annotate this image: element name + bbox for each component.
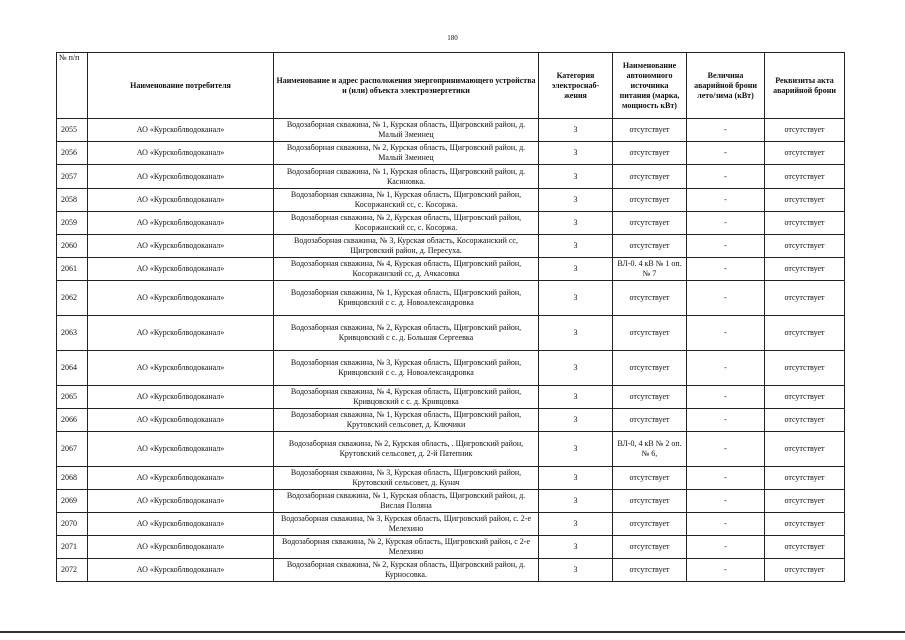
row-act-details: отсутствует xyxy=(765,490,845,513)
table-header-row xyxy=(57,53,845,119)
row-address: Водозаборная скважина, № 2, Курская область, Щигровский район, д. Малый Змеинец xyxy=(274,142,539,165)
row-emergency-reserve: - xyxy=(687,559,765,582)
row-category: 3 xyxy=(539,258,613,281)
row-consumer: АО «Курскоблводоканал» xyxy=(88,281,274,316)
row-address: Водозаборная скважина, № 1, Курская область, Щигровский район, д. Касиновка. xyxy=(274,165,539,189)
row-address: Водозаборная скважина, № 4, Курская область, Щигровский район, Кривцовский с с. д. Кривцовка xyxy=(274,386,539,409)
table-row xyxy=(57,258,845,281)
row-power-source: отсутствует xyxy=(613,189,687,212)
row-category: 3 xyxy=(539,432,613,467)
row-address: Водозаборная скважина, № 2, Курская область, Щигровский район, Косоржанский сс, с. Косоржа. xyxy=(274,212,539,235)
row-consumer: АО «Курскоблводоканал» xyxy=(88,165,274,189)
table-row xyxy=(57,119,845,142)
row-category: 3 xyxy=(539,351,613,386)
table-row xyxy=(57,513,845,536)
table-row xyxy=(57,212,845,235)
page-number: 180 xyxy=(447,34,458,42)
row-number: 2060 xyxy=(57,235,88,258)
row-act-details: отсутствует xyxy=(765,467,845,490)
row-address: Водозаборная скважина, № 2, Курская область, Щигровский район, с 2-е Мелехино xyxy=(274,536,539,559)
row-address: Водозаборная скважина, № 1, Курская область, Щигровский район, Косоржанский сс, с. Косоржа. xyxy=(274,189,539,212)
row-consumer: АО «Курскоблводоканал» xyxy=(88,258,274,281)
row-category: 3 xyxy=(539,142,613,165)
row-consumer: АО «Курскоблводоканал» xyxy=(88,513,274,536)
row-emergency-reserve: - xyxy=(687,467,765,490)
row-act-details: отсутствует xyxy=(765,119,845,142)
row-emergency-reserve: - xyxy=(687,189,765,212)
row-number: 2068 xyxy=(57,467,88,490)
row-emergency-reserve: - xyxy=(687,351,765,386)
row-act-details: отсутствует xyxy=(765,212,845,235)
table-row xyxy=(57,165,845,189)
row-act-details: отсутствует xyxy=(765,409,845,432)
row-number: 2063 xyxy=(57,316,88,351)
row-address: Водозаборная скважина, № 3, Курская область, Щигровский район, с. 2-е Мелехино xyxy=(274,513,539,536)
row-number: 2056 xyxy=(57,142,88,165)
col-header-number: № п/п xyxy=(57,53,88,119)
row-category: 3 xyxy=(539,559,613,582)
row-act-details: отсутствует xyxy=(765,559,845,582)
row-power-source: отсутствует xyxy=(613,513,687,536)
col-header-category: Категория электроснаб-жения xyxy=(539,53,613,119)
row-act-details: отсутствует xyxy=(765,351,845,386)
row-power-source: отсутствует xyxy=(613,559,687,582)
row-consumer: АО «Курскоблводоканал» xyxy=(88,559,274,582)
row-emergency-reserve: - xyxy=(687,409,765,432)
row-category: 3 xyxy=(539,281,613,316)
row-act-details: отсутствует xyxy=(765,142,845,165)
consumer-register-table xyxy=(56,52,845,582)
col-header-power-source: Наименование автономного источника питания (марка, мощность кВт) xyxy=(613,53,687,119)
row-power-source: отсутствует xyxy=(613,467,687,490)
table-row xyxy=(57,467,845,490)
row-category: 3 xyxy=(539,536,613,559)
row-category: 3 xyxy=(539,386,613,409)
table-row xyxy=(57,559,845,582)
row-emergency-reserve: - xyxy=(687,316,765,351)
row-emergency-reserve: - xyxy=(687,513,765,536)
row-consumer: АО «Курскоблводоканал» xyxy=(88,235,274,258)
row-consumer: АО «Курскоблводоканал» xyxy=(88,386,274,409)
row-act-details: отсутствует xyxy=(765,165,845,189)
row-emergency-reserve: - xyxy=(687,258,765,281)
row-consumer: АО «Курскоблводоканал» xyxy=(88,189,274,212)
row-power-source: отсутствует xyxy=(613,165,687,189)
row-power-source: отсутствует xyxy=(613,281,687,316)
row-address: Водозаборная скважина, № 1, Курская область, Щигровский район, д. Вислая Поляна xyxy=(274,490,539,513)
row-number: 2071 xyxy=(57,536,88,559)
row-address: Водозаборная скважина, № 1, Курская область, Щигровский район, Кривцовский с с. д. Новоалександровка xyxy=(274,281,539,316)
row-category: 3 xyxy=(539,189,613,212)
row-power-source: отсутствует xyxy=(613,142,687,165)
row-consumer: АО «Курскоблводоканал» xyxy=(88,142,274,165)
row-address: Водозаборная скважина, № 3, Курская область, Косоржанский сс, Щигровский район, д. Пересуха. xyxy=(274,235,539,258)
table-row xyxy=(57,386,845,409)
row-act-details: отсутствует xyxy=(765,189,845,212)
row-act-details: отсутствует xyxy=(765,316,845,351)
table-row xyxy=(57,235,845,258)
row-number: 2064 xyxy=(57,351,88,386)
row-power-source: отсутствует xyxy=(613,212,687,235)
row-address: Водозаборная скважина, № 4, Курская область, Щигровский район, Косоржанский сс, д. Ачкасовка xyxy=(274,258,539,281)
row-number: 2066 xyxy=(57,409,88,432)
row-consumer: АО «Курскоблводоканал» xyxy=(88,351,274,386)
row-number: 2058 xyxy=(57,189,88,212)
row-number: 2069 xyxy=(57,490,88,513)
row-power-source: отсутствует xyxy=(613,386,687,409)
row-consumer: АО «Курскоблводоканал» xyxy=(88,409,274,432)
row-act-details: отсутствует xyxy=(765,235,845,258)
row-act-details: отсутствует xyxy=(765,258,845,281)
row-address: Водозаборная скважина, № 1, Курская область, Щигровский район, д. Малый Змеинец xyxy=(274,119,539,142)
row-address: Водозаборная скважина, № 1, Курская область, Щигровский район, Крутовский сельсовет, д. Ключики xyxy=(274,409,539,432)
page-bottom-rule xyxy=(0,631,905,633)
table-row xyxy=(57,409,845,432)
col-header-emergency-reserve: Величина аварийной брони лето/зима (кВт) xyxy=(687,53,765,119)
row-act-details: отсутствует xyxy=(765,432,845,467)
row-address: Водозаборная скважина, № 2, Курская область, Щигровский район, д. Курносовка. xyxy=(274,559,539,582)
row-emergency-reserve: - xyxy=(687,432,765,467)
col-header-act-details: Реквизиты акта аварийной брони xyxy=(765,53,845,119)
col-header-address: Наименование и адрес расположения энергопринимающего устройства и (или) объекта электроэнергетики xyxy=(274,53,539,119)
row-category: 3 xyxy=(539,212,613,235)
row-emergency-reserve: - xyxy=(687,281,765,316)
row-number: 2055 xyxy=(57,119,88,142)
row-emergency-reserve: - xyxy=(687,165,765,189)
row-category: 3 xyxy=(539,490,613,513)
row-number: 2072 xyxy=(57,559,88,582)
row-number: 2070 xyxy=(57,513,88,536)
row-address: Водозаборная скважина, № 3, Курская область, Щигровский район, Кривцовский с с. д. Новоалександровка xyxy=(274,351,539,386)
row-emergency-reserve: - xyxy=(687,490,765,513)
row-consumer: АО «Курскоблводоканал» xyxy=(88,536,274,559)
row-number: 2061 xyxy=(57,258,88,281)
row-emergency-reserve: - xyxy=(687,142,765,165)
col-header-consumer: Наименование потребителя xyxy=(88,53,274,119)
row-act-details: отсутствует xyxy=(765,281,845,316)
table-row xyxy=(57,281,845,316)
row-address: Водозаборная скважина, № 2, Курская область, . Щигровский район, Крутовский сельсовет, д. 2-й Патепник xyxy=(274,432,539,467)
row-consumer: АО «Курскоблводоканал» xyxy=(88,212,274,235)
row-consumer: АО «Курскоблводоканал» xyxy=(88,316,274,351)
row-power-source: отсутствует xyxy=(613,235,687,258)
table-body xyxy=(57,119,845,582)
row-number: 2062 xyxy=(57,281,88,316)
table-row xyxy=(57,432,845,467)
row-emergency-reserve: - xyxy=(687,119,765,142)
row-act-details: отсутствует xyxy=(765,536,845,559)
row-power-source: отсутствует xyxy=(613,490,687,513)
row-emergency-reserve: - xyxy=(687,235,765,258)
table-row xyxy=(57,316,845,351)
row-consumer: АО «Курскоблводоканал» xyxy=(88,119,274,142)
row-category: 3 xyxy=(539,513,613,536)
row-act-details: отсутствует xyxy=(765,386,845,409)
row-consumer: АО «Курскоблводоканал» xyxy=(88,432,274,467)
row-power-source: ВЛ-0, 4 кВ № 2 оп. № 6, xyxy=(613,432,687,467)
row-number: 2067 xyxy=(57,432,88,467)
row-power-source: отсутствует xyxy=(613,409,687,432)
row-number: 2059 xyxy=(57,212,88,235)
row-act-details: отсутствует xyxy=(765,513,845,536)
row-power-source: отсутствует xyxy=(613,351,687,386)
row-address: Водозаборная скважина, № 2, Курская область, Щигровский район, Кривцовский с с. д. Большая Сергеевка xyxy=(274,316,539,351)
row-emergency-reserve: - xyxy=(687,212,765,235)
table-row xyxy=(57,189,845,212)
row-power-source: отсутствует xyxy=(613,119,687,142)
table-row xyxy=(57,142,845,165)
row-category: 3 xyxy=(539,119,613,142)
row-power-source: отсутствует xyxy=(613,316,687,351)
row-number: 2065 xyxy=(57,386,88,409)
row-category: 3 xyxy=(539,409,613,432)
table-row xyxy=(57,351,845,386)
row-consumer: АО «Курскоблводоканал» xyxy=(88,490,274,513)
row-number: 2057 xyxy=(57,165,88,189)
row-power-source: ВЛ-0. 4 кВ № 1 оп. № 7 xyxy=(613,258,687,281)
row-consumer: АО «Курскоблводоканал» xyxy=(88,467,274,490)
table-row xyxy=(57,490,845,513)
row-category: 3 xyxy=(539,165,613,189)
row-category: 3 xyxy=(539,235,613,258)
row-power-source: отсутствует xyxy=(613,536,687,559)
row-emergency-reserve: - xyxy=(687,386,765,409)
row-emergency-reserve: - xyxy=(687,536,765,559)
row-category: 3 xyxy=(539,316,613,351)
table-row xyxy=(57,536,845,559)
row-address: Водозаборная скважина, № 3, Курская область, Щигровский район, Крутовский сельсовет, д. Кунач xyxy=(274,467,539,490)
row-category: 3 xyxy=(539,467,613,490)
